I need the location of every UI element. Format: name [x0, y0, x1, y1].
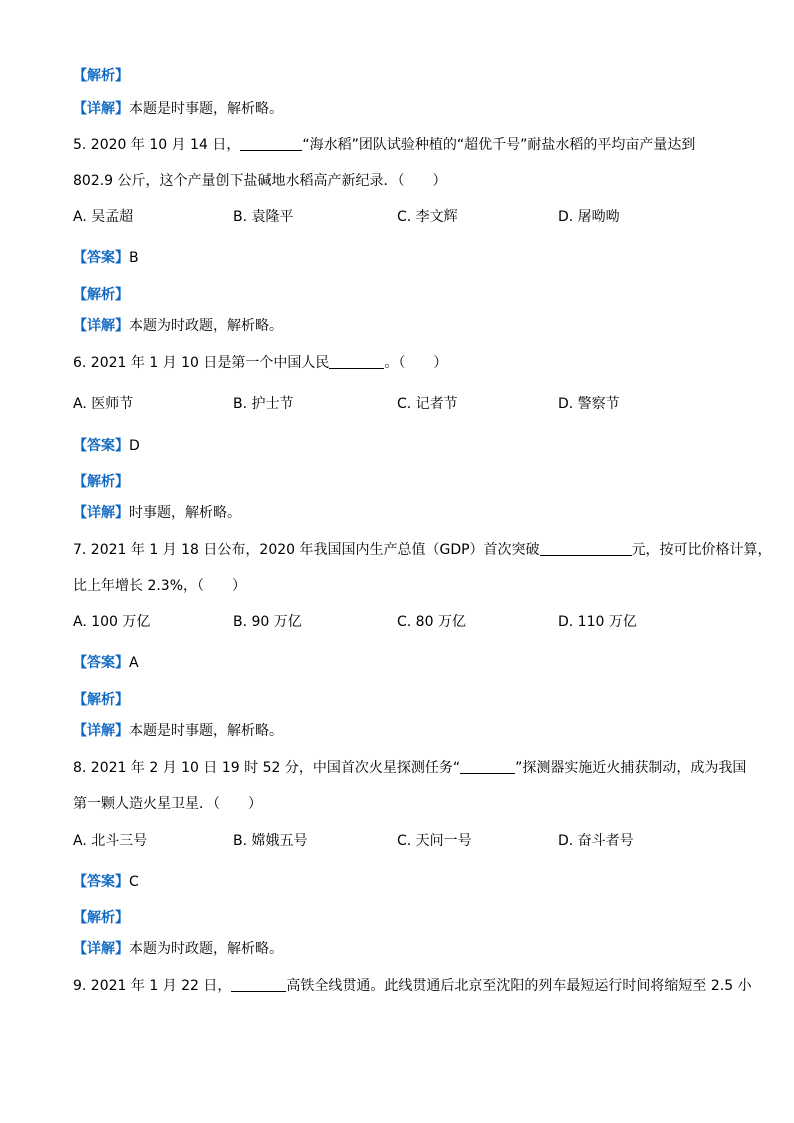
q8-option-d: D. 奋斗者号 — [558, 833, 634, 849]
question-6-stem: 6. 2021 年 1 月 10 日是第一个中国人民 。（ ） — [73, 355, 448, 371]
answer-line: 【答案】D — [73, 438, 140, 454]
q5-option-a: A. 吴孟超 — [73, 209, 134, 225]
answer-blank — [240, 136, 302, 151]
analysis-heading: 【解析】 — [73, 474, 129, 490]
question-7-stem-cont: 比上年增长 2.3%，（ ） — [73, 578, 247, 594]
q6-option-b: B. 护士节 — [233, 396, 294, 412]
q6-option-c: C. 记者节 — [397, 396, 458, 412]
detail-line: 【详解】本题是时事题，解析略。 — [73, 723, 283, 739]
question-7-stem: 7. 2021 年 1 月 18 日公布，2020 年我国国内生产总值（GDP）首次突破 元，按可比价格计算， — [73, 542, 772, 558]
question-9-stem: 9. 2021 年 1 月 22 日， 高铁全线贯通。此线贯通后北京至沈阳的列车最短运行时间将缩短至 2.5 小 — [73, 978, 752, 994]
detail-line: 【详解】本题为时政题，解析略。 — [73, 318, 283, 334]
q7-option-b: B. 90 万亿 — [233, 614, 302, 630]
q7-option-d: D. 110 万亿 — [558, 614, 637, 630]
analysis-heading: 【解析】 — [73, 287, 129, 303]
q8-option-c: C. 天问一号 — [397, 833, 472, 849]
q5-option-b: B. 袁隆平 — [233, 209, 294, 225]
q5-option-d: D. 屠呦呦 — [558, 209, 620, 225]
answer-line: 【答案】A — [73, 655, 139, 671]
answer-blank — [231, 977, 286, 992]
q8-option-b: B. 嫦娥五号 — [233, 833, 308, 849]
answer-blank — [540, 541, 632, 556]
answer-blank — [329, 354, 384, 369]
question-8-stem: 8. 2021 年 2 月 10 日 19 时 52 分，中国首次火星探测任务“ ”探测器实施近火捕获制动，成为我国 — [73, 760, 747, 776]
q8-option-a: A. 北斗三号 — [73, 833, 148, 849]
analysis-heading: 【解析】 — [73, 68, 129, 84]
q6-option-a: A. 医师节 — [73, 396, 134, 412]
q5-option-c: C. 李文辉 — [397, 209, 458, 225]
answer-line: 【答案】C — [73, 874, 139, 890]
detail-line: 【详解】时事题，解析略。 — [73, 505, 241, 521]
question-5-stem: 5. 2020 年 10 月 14 日， “海水稻”团队试验种植的“超优千号”耐盐水稻的平均亩产量达到 — [73, 137, 696, 153]
analysis-heading: 【解析】 — [73, 910, 129, 926]
detail-line: 【详解】本题为时政题，解析略。 — [73, 941, 283, 957]
answer-blank — [460, 759, 515, 774]
detail-line: 【详解】本题是时事题，解析略。 — [73, 101, 283, 117]
q6-option-d: D. 警察节 — [558, 396, 620, 412]
question-8-stem-cont: 第一颗人造火星卫星．（ ） — [73, 796, 262, 812]
q7-option-a: A. 100 万亿 — [73, 614, 151, 630]
answer-line: 【答案】B — [73, 250, 139, 266]
q7-option-c: C. 80 万亿 — [397, 614, 466, 630]
analysis-heading: 【解析】 — [73, 692, 129, 708]
question-5-stem-cont: 802.9 公斤，这个产量创下盐碱地水稻高产新纪录．（ ） — [73, 173, 447, 189]
